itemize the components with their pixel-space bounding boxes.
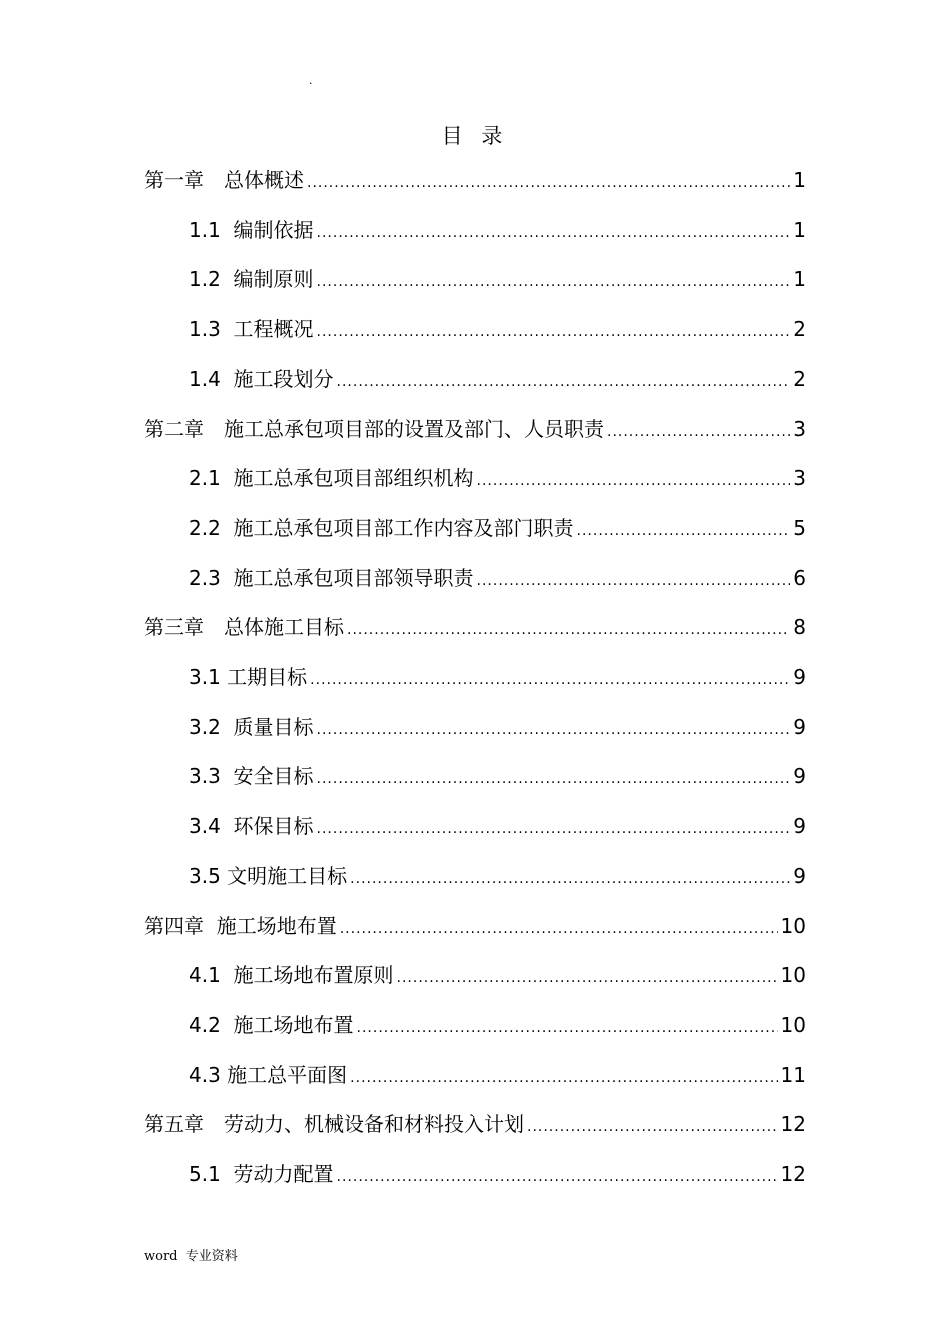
- toc-entry-page-number: 9: [793, 665, 806, 689]
- toc-entry-label: 3.3 安全目标: [189, 764, 314, 789]
- toc-dot-leader: [317, 708, 791, 752]
- toc-dot-leader: [340, 907, 778, 951]
- toc-dot-leader: [337, 1155, 778, 1199]
- toc-entry-page-number: 6: [793, 565, 806, 590]
- toc-entry-page-number: 3: [793, 466, 806, 491]
- toc-dot-leader: [477, 459, 791, 503]
- toc-dot-leader: [607, 410, 790, 454]
- toc-dot-leader: [310, 658, 790, 702]
- header-mark: .: [309, 74, 313, 87]
- toc-dot-leader: [357, 1006, 778, 1050]
- toc-entry-page-number: 2: [793, 366, 806, 391]
- toc-dot-leader: [350, 1056, 777, 1100]
- toc-entry[interactable]: [144, 904, 806, 948]
- toc-entry-page-number: 1: [793, 267, 806, 292]
- toc-dot-leader: [397, 956, 778, 1000]
- toc-entry-label: 2.2 施工总承包项目部工作内容及部门职责: [189, 515, 574, 540]
- toc-entry-label: 1.3 工程概况: [189, 317, 314, 342]
- toc-entry-page-number: 5: [793, 515, 806, 540]
- toc-entry-label: 3.5 文明施工目标: [189, 863, 348, 888]
- toc-entry[interactable]: [144, 605, 806, 649]
- toc-entry[interactable]: [189, 953, 806, 997]
- toc-entry[interactable]: [189, 655, 806, 699]
- toc-entry-label: 3.1 工期目标: [189, 665, 308, 689]
- toc-entry-page-number: 11: [780, 1062, 806, 1087]
- toc-entry[interactable]: [144, 158, 806, 202]
- toc-entry[interactable]: [189, 705, 806, 749]
- toc-entry-label: 1.1 编制依据: [189, 217, 314, 242]
- toc-dot-leader: [317, 757, 791, 801]
- toc-dot-leader: [317, 807, 791, 851]
- toc-entry-label: 1.2 编制原则: [189, 267, 314, 292]
- toc-entry-page-number: 9: [793, 814, 806, 839]
- toc-entry[interactable]: [189, 854, 806, 898]
- toc-entry-label: 4.3 施工总平面图: [189, 1062, 348, 1087]
- toc-entry-label: 4.1 施工场地布置原则: [189, 963, 394, 988]
- toc-entry-page-number: 2: [793, 317, 806, 342]
- toc-dot-leader: [477, 559, 791, 603]
- page-footer: word 专业资料: [144, 1249, 238, 1264]
- toc-entry-page-number: 1: [793, 168, 806, 192]
- toc-entry-page-number: 8: [793, 615, 806, 640]
- toc-entry[interactable]: [189, 357, 806, 401]
- toc-dot-leader: [317, 310, 791, 354]
- toc-title: 目 录: [441, 124, 509, 148]
- toc-entry[interactable]: [189, 754, 806, 798]
- toc-entry[interactable]: [189, 208, 806, 252]
- toc-entry[interactable]: [189, 1152, 806, 1196]
- toc-entry[interactable]: [189, 456, 806, 500]
- toc-entry-page-number: 10: [780, 963, 806, 988]
- toc-entry-page-number: 1: [793, 217, 806, 242]
- toc-entry-label: 4.2 施工场地布置: [189, 1012, 354, 1037]
- toc-entry-label: 第二章 施工总承包项目部的设置及部门、人员职责: [144, 416, 604, 441]
- toc-entry[interactable]: [189, 556, 806, 600]
- toc-entry-page-number: 9: [793, 764, 806, 789]
- toc-dot-leader: [317, 260, 791, 304]
- toc-entry[interactable]: [144, 1102, 806, 1146]
- toc-dot-leader: [350, 857, 790, 901]
- toc-dot-leader: [577, 509, 791, 553]
- toc-entry[interactable]: [189, 307, 806, 351]
- toc-entry-label: 5.1 劳动力配置: [189, 1162, 334, 1186]
- toc-entry-label: 第一章 总体概述: [144, 168, 304, 192]
- toc-entry-page-number: 3: [793, 416, 806, 441]
- toc-entry-page-number: 10: [780, 1012, 806, 1037]
- toc-entry-page-number: 12: [780, 1162, 806, 1186]
- toc-dot-leader: [307, 161, 790, 205]
- toc-entry-page-number: 10: [780, 913, 806, 938]
- toc-entry-label: 第三章 总体施工目标: [144, 615, 344, 640]
- toc-entry-label: 1.4 施工段划分: [189, 366, 334, 391]
- toc-entry-label: 3.4 环保目标: [189, 814, 314, 839]
- toc-entry[interactable]: [189, 506, 806, 550]
- toc-entry-label: 2.3 施工总承包项目部领导职责: [189, 565, 474, 590]
- toc-entry-label: 3.2 质量目标: [189, 714, 314, 739]
- toc-entry-label: 第五章 劳动力、机械设备和材料投入计划: [144, 1112, 524, 1137]
- toc-dot-leader: [317, 211, 791, 255]
- toc-entry-label: 2.1 施工总承包项目部组织机构: [189, 466, 474, 491]
- toc-entry[interactable]: [189, 1053, 806, 1097]
- toc-entry[interactable]: [189, 1003, 806, 1047]
- toc-dot-leader: [347, 608, 790, 652]
- toc-entry[interactable]: [144, 407, 806, 451]
- toc-entry-page-number: 9: [793, 863, 806, 888]
- toc-entry-label: 第四章 施工场地布置: [144, 913, 337, 938]
- toc-entry-page-number: 9: [793, 714, 806, 739]
- toc-dot-leader: [527, 1105, 778, 1149]
- toc-entry-page-number: 12: [780, 1112, 806, 1137]
- toc-dot-leader: [337, 360, 791, 404]
- toc-entry[interactable]: [189, 804, 806, 848]
- toc-entry[interactable]: [189, 257, 806, 301]
